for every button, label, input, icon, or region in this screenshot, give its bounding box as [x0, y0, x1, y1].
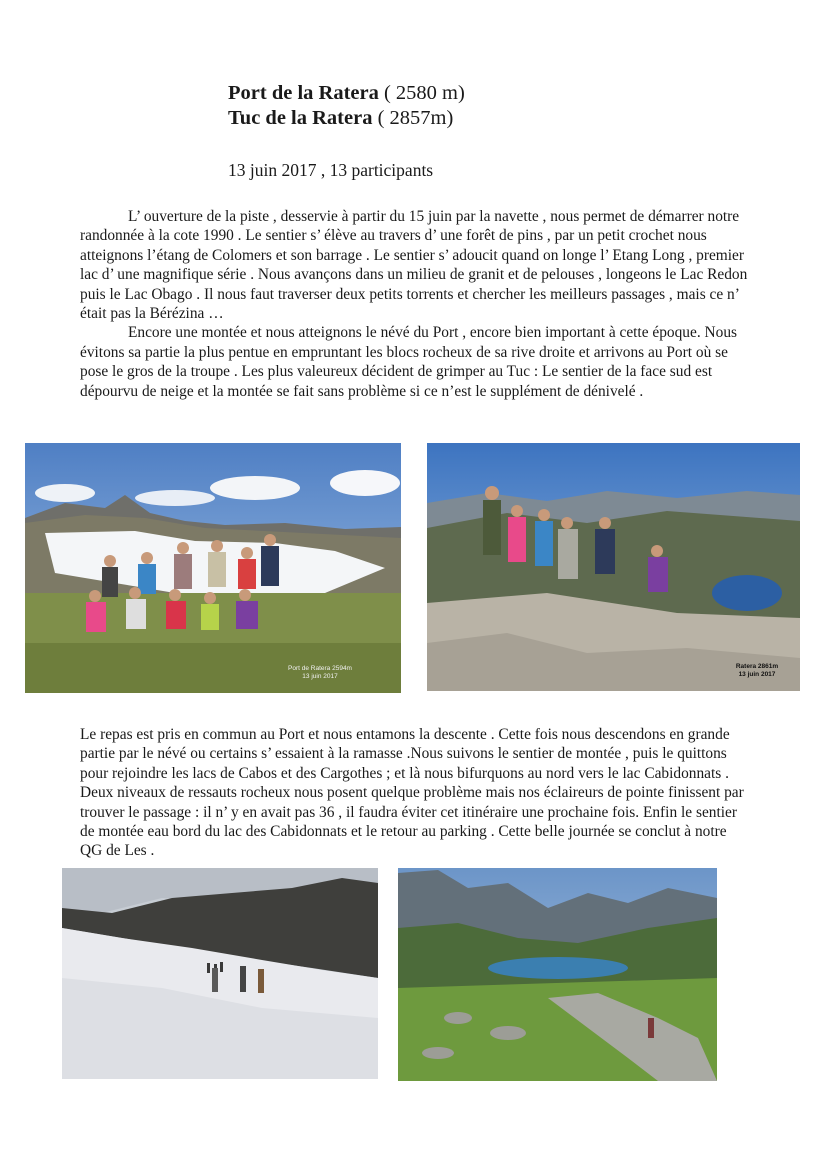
- title-line-2: [228, 106, 465, 131]
- caption-1-line-1: Port de Ratera 2594m: [288, 665, 352, 672]
- paragraph-2-text: Encore une montée et nous atteignons le névé du Port , encore bien important à cette époque. Nous évitons sa partie la plus pentue en empruntant les blocs rocheux de sa rive droite et arrivons au Port où se pose le gros de la troupe . Les plus valeureux décident de grimper au Tuc : Le sentier de la face sud est dépourvu de neige et la montée se fait sans problème si ce n’est le supplément de dénivelé .: [80, 324, 738, 400]
- title-tuc: Tuc de la Ratera: [228, 107, 373, 129]
- photo-group-tuc-image: [427, 443, 800, 691]
- title-port-altitude: ( 2580 m): [378, 82, 465, 104]
- photo-group-port-image: [25, 443, 401, 693]
- title-block: [228, 81, 465, 131]
- date-participants: 13 juin 2017 , 13 participants: [228, 160, 434, 180]
- photo-snowfield-image: [62, 868, 378, 1079]
- photo-group-tuc-caption: [727, 663, 787, 679]
- title-line-1: [228, 81, 465, 106]
- photo-group-port-caption: [275, 665, 365, 681]
- caption-2-line-2: 13 juin 2017: [738, 671, 776, 678]
- photo-lake-valley-image: [398, 868, 717, 1081]
- title-tuc-altitude: ( 2857m): [372, 107, 454, 129]
- paragraph-ascent: [80, 207, 752, 401]
- title-port: Port de la Ratera: [228, 82, 379, 104]
- caption-1-line-2: 13 juin 2017: [302, 673, 338, 680]
- photo-group-port: [25, 443, 401, 693]
- paragraph-descent: Le repas est pris en commun au Port et nous entamons la descente . Cette fois nous descendons en grande partie par le névé ou certains s’ essaient à la ramasse .Nous suivons le sentier de montée , puis le quittons pour rejoindre les lacs de Cabos et des Cargothes ; et là nous bifurquons au nord vers le lac Cabidonnats . Deux niveaux de ressauts rocheux nous posent quelque problème mais nos éclaireurs de pointe finissent par trouver le passage : il n’ y en avait pas 36 , il faudra éviter cet itinéraire une prochaine fois. Enfin le sentier de montée eau bord du lac des Cabidonnats et le retour au parking . Cette belle journée se conclut à notre QG de Les .: [80, 726, 744, 860]
- photo-snowfield-descent: [62, 868, 378, 1079]
- photo-lake-valley: [398, 868, 717, 1081]
- caption-2-line-1: Ratera 2861m: [735, 663, 779, 670]
- paragraph-1-text: L’ ouverture de la piste , desservie à partir du 15 juin par la navette , nous permet de démarrer notre randonnée à la cote 1990 . Le sentier s’ élève au travers d’ une forêt de pins , par un petit crochet nous atteignons l’étang de Colomers et son barrage . Le sentier s’ adoucit quand on longe l’ Etang Long , premier lac d’ une magnifique série . Nous avançons dans un milieu de granit et de pelouses , longeons le Lac Redon puis le Lac Obago . Il nous faut traverser deux petits torrents et chercher les meilleurs passages , mais ce n’ était pas la Bérézina …: [80, 208, 748, 323]
- photo-group-tuc: [427, 443, 800, 691]
